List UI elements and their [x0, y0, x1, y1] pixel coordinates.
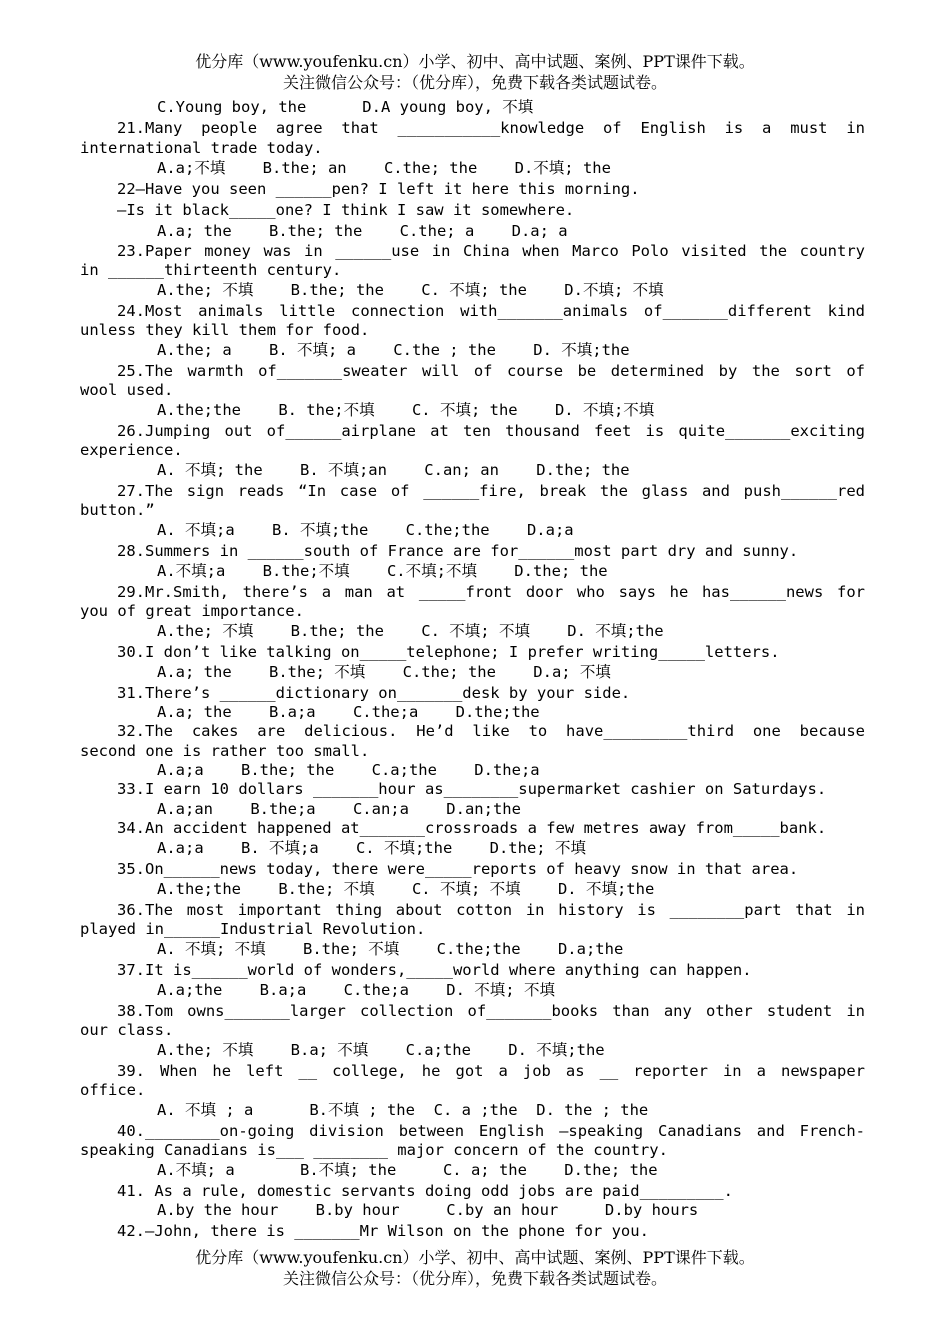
question-38: 38.Tom owns_______larger collection of_______books than any other student in: [117, 1002, 865, 1020]
option-line: A. 不填 ; a B.不填 ; the C. a ;the D. the ; the: [157, 1101, 649, 1119]
question-text: —Is it black_____one? I think I saw it somewhere.: [117, 201, 575, 219]
question-39: 39. When he left __ college, he got a job as __ reporter in a newspaper: [117, 1062, 865, 1080]
question-text: experience.: [80, 441, 183, 459]
option-line: A.a;an B.the;a C.an;a D.an;the: [157, 800, 521, 818]
question-text: played in______Industrial Revolution.: [80, 920, 426, 938]
option-line: A.a;a B. 不填;a C. 不填;the D.the; 不填: [157, 839, 586, 857]
question-29: 29.Mr.Smith, there’s a man at _____front door who says he has______news for: [117, 583, 865, 601]
option-line: C.Young boy, the D.A young boy, 不填: [157, 98, 534, 116]
question-text: international trade today.: [80, 139, 323, 157]
option-line: A.不填;a B.the;不填 C.不填;不填 D.the; the: [157, 562, 608, 580]
option-line: A. 不填;a B. 不填;the C.the;the D.a;a: [157, 521, 574, 539]
question-25: 25.The warmth of_______sweater will of course be determined by the sort of: [117, 362, 865, 380]
question-31: 31.There’s ______dictionary on_______desk by your side.: [117, 684, 631, 702]
question-30: 30.I don’t like talking on_____telephone; I prefer writing_____letters.: [117, 643, 780, 661]
question-36: 36.The most important thing about cotton in history is ________part that in: [117, 901, 865, 919]
question-26: 26.Jumping out of______airplane at ten thousand feet is quite_______exciting: [117, 422, 865, 440]
option-line: A. 不填; the B. 不填;an C.an; an D.the; the: [157, 461, 630, 479]
question-text: second one is rather too small.: [80, 742, 370, 760]
option-line: A.by the hour B.by hour C.by an hour D.by hours: [157, 1201, 699, 1219]
option-line: A.a; the B.the; 不填 C.the; the D.a; 不填: [157, 663, 611, 681]
option-line: A.the; 不填 B.the; the C. 不填; the D.不填; 不填: [157, 281, 664, 299]
question-text: office.: [80, 1081, 146, 1099]
question-37: 37.It is______world of wonders,_____world where anything can happen.: [117, 961, 752, 979]
question-35: 35.On______news today, there were_____reports of heavy snow in that area.: [117, 860, 799, 878]
question-23: 23.Paper money was in ______use in China when Marco Polo visited the country: [117, 242, 865, 260]
question-text: wool used.: [80, 381, 174, 399]
question-32: 32.The cakes are delicious. He’d like to have_________third one because: [117, 722, 865, 740]
header-wechat-line: 关注微信公众号：（优分库），免费下载各类试题试卷。: [282, 73, 667, 92]
option-line: A.a; the B.a;a C.the;a D.the;the: [157, 703, 540, 721]
question-34: 34.An accident happened at_______crossroads a few metres away from_____bank.: [117, 819, 827, 837]
question-40: 40.________on-going division between English –speaking Canadians and French-: [117, 1122, 865, 1140]
question-33: 33.I earn 10 dollars _______hour as________supermarket cashier on Saturdays.: [117, 780, 827, 798]
option-line: A. 不填; 不填 B.the; 不填 C.the;the D.a;the: [157, 940, 624, 958]
option-line: A.a;a B.the; the C.a;the D.the;a: [157, 761, 540, 779]
question-text: you of great importance.: [80, 602, 304, 620]
question-text: in ______thirteenth century.: [80, 261, 342, 279]
footer-wechat-line: 关注微信公众号：（优分库），免费下载各类试题试卷。: [282, 1269, 667, 1288]
question-27: 27.The sign reads “In case of ______fire, break the glass and push______red: [117, 482, 865, 500]
question-text: button.”: [80, 501, 155, 519]
question-text: unless they kill them for food.: [80, 321, 370, 339]
option-line: A.the; a B. 不填; a C.the ; the D. 不填;the: [157, 341, 630, 359]
question-21: 21.Many people agree that ___________knowledge of English is a must in: [117, 119, 865, 137]
question-42: 42.—John, there is _______Mr Wilson on the phone for you.: [117, 1222, 649, 1240]
option-line: A.a;不填 B.the; an C.the; the D.不填; the: [157, 159, 611, 177]
question-text: our class.: [80, 1021, 174, 1039]
option-line: A.the; 不填 B.a; 不填 C.a;the D. 不填;the: [157, 1041, 605, 1059]
question-22: 22—Have you seen ______pen? I left it here this morning.: [117, 180, 640, 198]
option-line: A.不填; a B.不填; the C. a; the D.the; the: [157, 1161, 658, 1179]
option-line: A.a;the B.a;a C.the;a D. 不填; 不填: [157, 981, 555, 999]
option-line: A.the;the B.the; 不填 C. 不填; 不填 D. 不填;the: [157, 880, 655, 898]
option-line: A.the;the B. the;不填 C. 不填; the D. 不填;不填: [157, 401, 655, 419]
option-line: A.a; the B.the; the C.the; a D.a; a: [157, 222, 568, 240]
question-41: 41. As a rule, domestic servants doing odd jobs are paid_________.: [117, 1182, 733, 1200]
question-28: 28.Summers in ______south of France are for______most part dry and sunny.: [117, 542, 799, 560]
footer-site-line: 优分库（www.youfenku.cn）小学、初中、高中试题、案例、PPT课件下载。: [195, 1248, 755, 1267]
option-line: A.the; 不填 B.the; the C. 不填; 不填 D. 不填;the: [157, 622, 664, 640]
header-site-line: 优分库（www.youfenku.cn）小学、初中、高中试题、案例、PPT课件下载。: [195, 52, 755, 71]
question-text: speaking Canadians is___ ________ major concern of the country.: [80, 1141, 668, 1159]
question-24: 24.Most animals little connection with_______animals of_______different kind: [117, 302, 865, 320]
